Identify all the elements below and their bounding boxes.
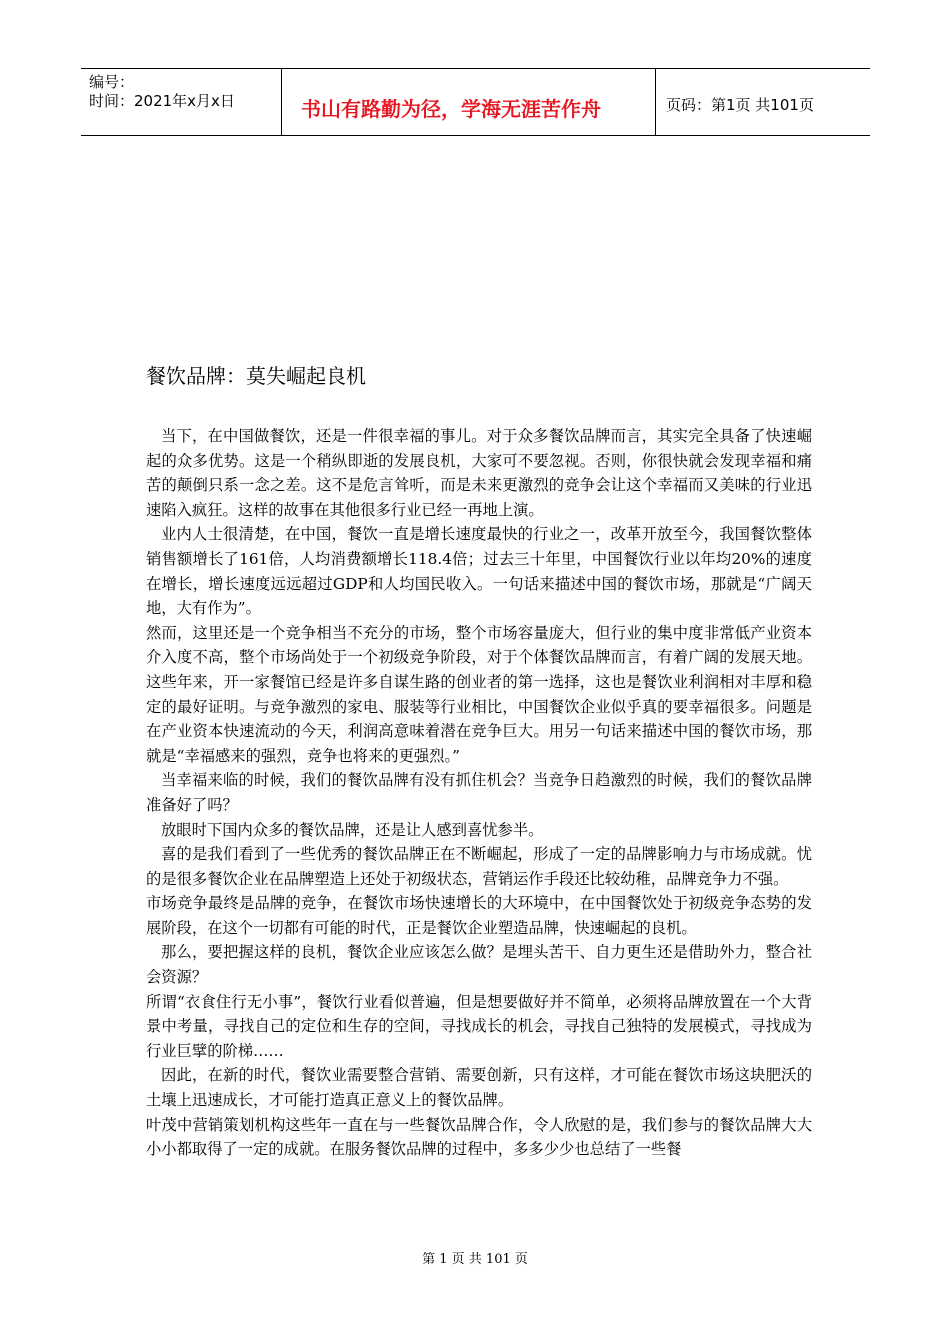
header-page-info: 页码：第1页 共101页: [666, 96, 814, 114]
paragraph: 因此，在新的时代，餐饮业需要整合营销、需要创新，只有这样，才可能在餐饮市场这块肥沃的土壤上迅速成长，才可能打造真正意义上的餐饮品牌。: [146, 1066, 812, 1110]
paragraph: 当下，在中国做餐饮，还是一件很幸福的事儿。对于众多餐饮品牌而言，其实完全具备了快速崛起的众多优势。这是一个稍纵即逝的发展良机，大家可不要忽视。否则，你很快就会发现幸福和痛苦的颠倒只系一念之差。这不是危言耸听，而是未来更激烈的竞争会让这个幸福而又美味的行业迅速陷入疯狂。这样的故事在其他很多行业已经一再地上演。: [146, 427, 812, 519]
paragraph: 市场竞争最终是品牌的竞争，在餐饮市场快速增长的大环境中，在中国餐饮处于初级竞争态势的发展阶段，在这个一切都有可能的时代，正是餐饮企业塑造品牌，快速崛起的良机。: [146, 894, 812, 937]
header-motto: 书山有路勤为径，学海无涯苦作舟: [301, 97, 601, 121]
paragraph: 喜的是我们看到了一些优秀的餐饮品牌正在不断崛起，形成了一定的品牌影响力与市场成就。忧的是很多餐饮企业在品牌塑造上还处于初级状态，营销运作手段还比较幼稚，品牌竞争力不强。: [146, 845, 812, 888]
page-footer: 第 1 页 共 101 页: [422, 1252, 528, 1267]
paragraph: 那么，要把握这样的良机，餐饮企业应该怎么做？是埋头苦干、自力更生还是借助外力，整合社会资源？: [146, 943, 812, 987]
paragraph: 然而，这里还是一个竞争相当不充分的市场，整个市场容量庞大，但行业的集中度非常低产业资本介入度不高，整个市场尚处于一个初级竞争阶段，对于个体餐饮品牌而言，有着广阔的发展天地。这些年来，开一家餐馆已经是许多自谋生路的创业者的第一选择，这也是餐饮业利润相对丰厚和稳定的最好证明。与竞争激烈的家电、服装等行业相比，中国餐饮企业似乎真的要幸福很多。问题是在产业资本快速流动的今天，利润高意味着潜在竞争巨大。用另一句话来描述中国的餐饮市场，那就是“幸福感来的强烈，竞争也将来的更强烈。”: [146, 623, 812, 765]
document-title: 餐饮品牌：莫失崛起良机: [146, 364, 366, 388]
document-body: [146, 424, 812, 1162]
document-date-label: 时间：2021年x月x日: [89, 92, 235, 110]
paragraph: 叶茂中营销策划机构这些年一直在与一些餐饮品牌合作，令人欣慰的是，我们参与的餐饮品牌大大小小都取得了一定的成就。在服务餐饮品牌的过程中，多多少少也总结了一些餐: [146, 1115, 812, 1159]
header-table: [81, 68, 870, 136]
header-right-cell: [656, 69, 870, 135]
paragraph: 所谓“衣食住行无小事”，餐饮行业看似普遍，但是想要做好并不简单，必须将品牌放置在一个大背景中考量，寻找自己的定位和生存的空间，寻找成长的机会，寻找自己独特的发展模式，寻找成为行业巨擘的阶梯……: [146, 992, 812, 1060]
paragraph: 放眼时下国内众多的餐饮品牌，还是让人感到喜忧参半。: [161, 820, 544, 839]
header-left-cell: [81, 69, 281, 135]
paragraph: 当幸福来临的时候，我们的餐饮品牌有没有抓住机会？当竞争日趋激烈的时候，我们的餐饮品牌准备好了吗？: [146, 771, 812, 814]
header-middle-cell: [281, 69, 656, 135]
paragraph: 业内人士很清楚，在中国，餐饮一直是增长速度最快的行业之一，改革开放至今，我国餐饮整体销售额增长了161倍，人均消费额增长118.4倍；过去三十年里，中国餐饮行业以年均20%的速度在增长，增长速度远远超过GDP和人均国民收入。一句话来描述中国的餐饮市场，那就是“广阔天地，大有作为”。: [146, 525, 812, 618]
document-number-label: 编号：: [89, 73, 135, 91]
